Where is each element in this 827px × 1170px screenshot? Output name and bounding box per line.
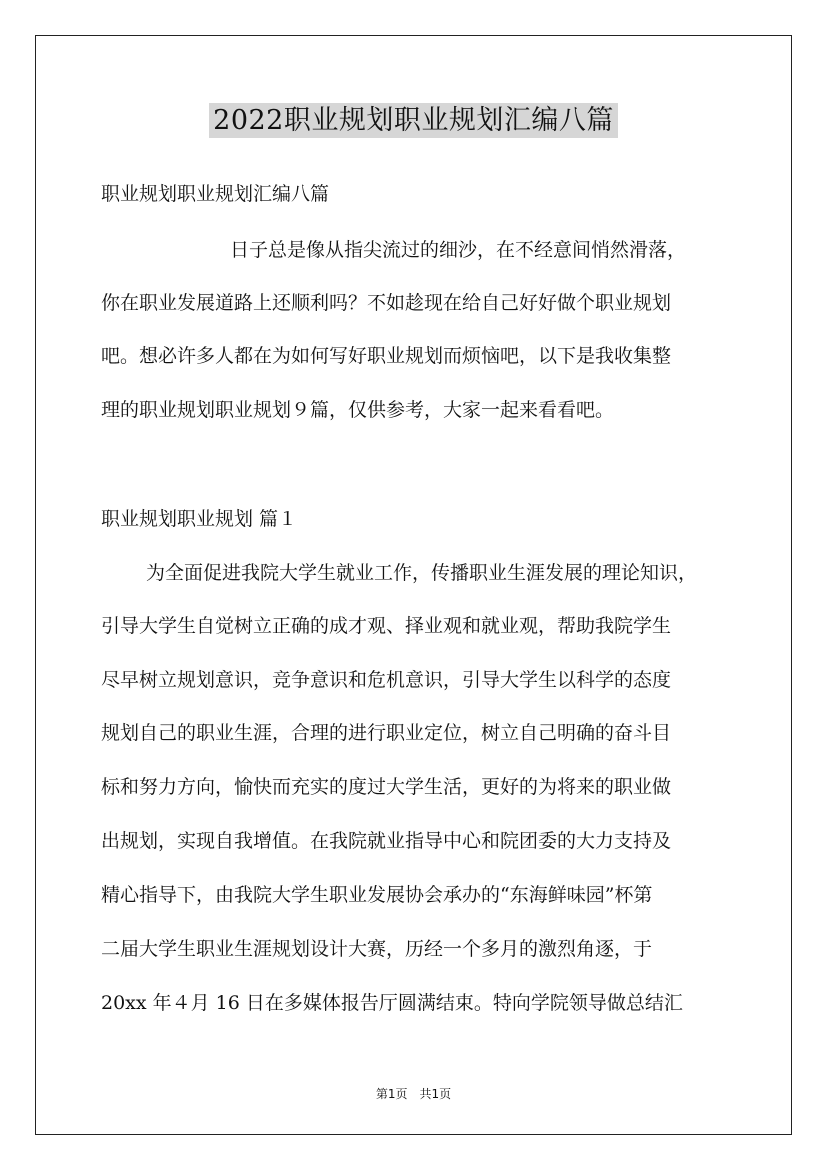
intro-line-3: 吧。想必许多人都在为如何写好职业规划而烦恼吧，以下是我收集整 [101,345,672,367]
section-line-2: 引导大学生自觉树立正确的成才观、择业观和就业观，帮助我院学生 [101,615,672,637]
document-title [0,102,827,140]
section-line-1: 为全面促进我院大学生就业工作，传播职业生涯发展的理论知识， [146,562,698,584]
section-line-9: 20xx 年４月 16 日在多媒体报告厅圆满结束。特向学院领导做总结汇 [101,992,683,1014]
section-line-4: 规划自己的职业生涯，合理的进行职业定位，树立自己明确的奋斗目 [101,722,672,744]
intro-line-1: 日子总是像从指尖流过的细沙，在不经意间悄然滑落， [230,239,687,261]
section-line-3: 尽早树立规划意识，竞争意识和危机意识，引导大学生以科学的态度 [101,669,672,691]
document-subtitle: 职业规划职业规划汇编八篇 [101,183,330,205]
section-heading: 职业规划职业规划 篇１ [101,508,298,530]
document-title-text: 2022职业规划职业规划汇编八篇 [209,103,618,138]
intro-line-4: 理的职业规划职业规划９篇，仅供参考，大家一起来看看吧。 [101,399,615,421]
page-footer: 第1页 共1页 [375,1087,452,1101]
section-line-8: 二届大学生职业生涯规划设计大赛，历经一个多月的激烈角逐，于 [101,938,653,960]
intro-line-2: 你在职业发展道路上还顺利吗？不如趁现在给自己好好做个职业规划 [101,292,672,314]
section-line-5: 标和努力方向，愉快而充实的度过大学生活，更好的为将来的职业做 [101,776,672,798]
section-line-6: 出规划，实现自我增值。在我院就业指导中心和院团委的大力支持及 [101,830,672,852]
section-line-7: 精心指导下，由我院大学生职业发展协会承办的“东海鲜味园”杯第 [101,884,653,906]
